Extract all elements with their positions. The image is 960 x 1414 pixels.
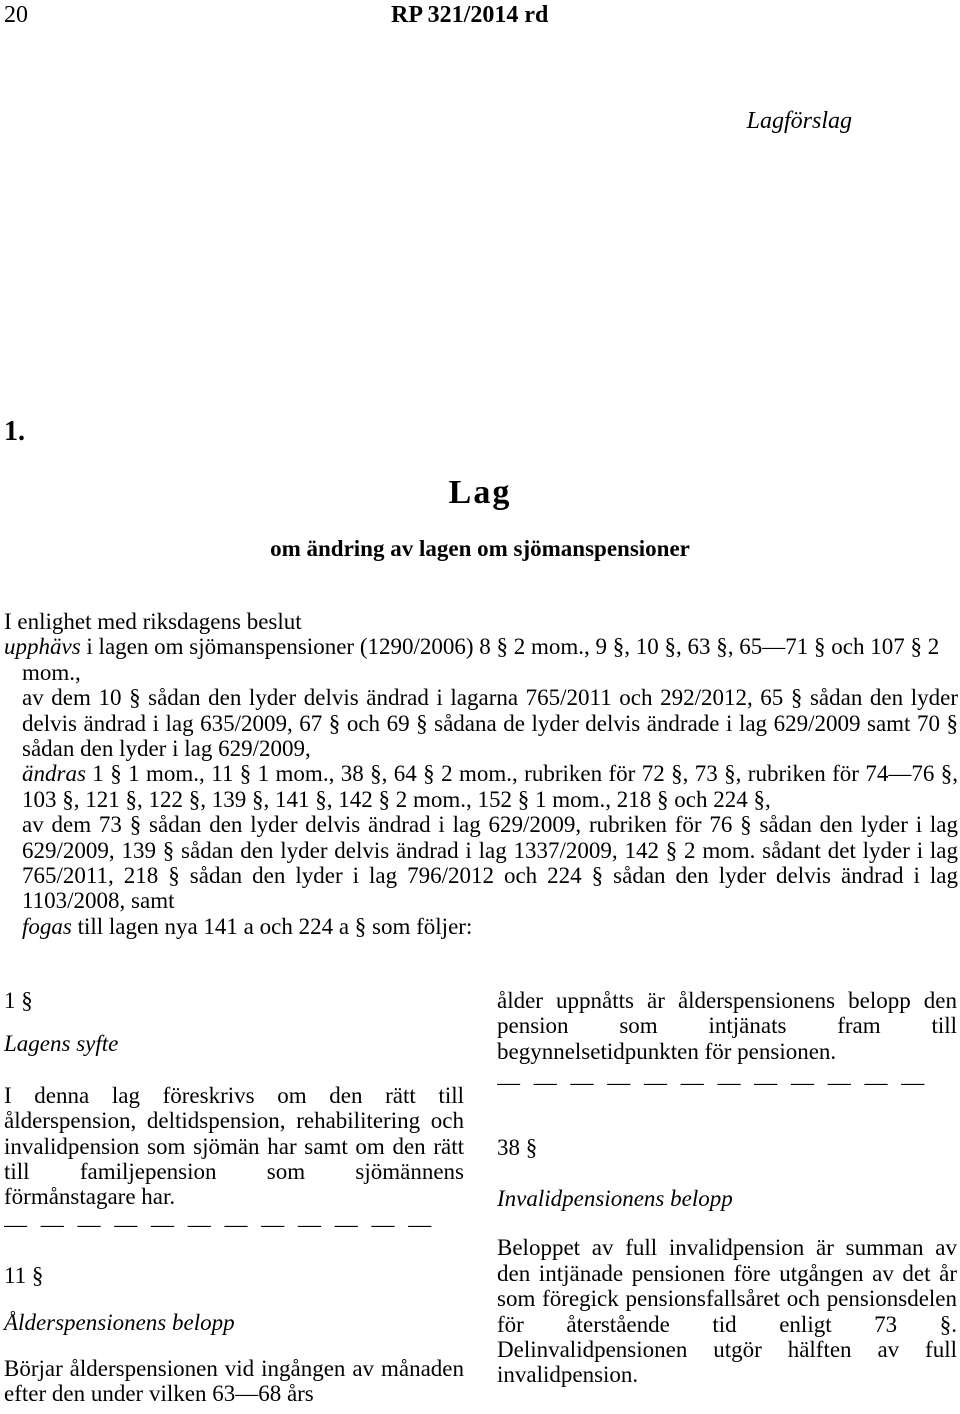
- section-38-text: Beloppet av full invalidpension är summan av den intjänade pensionen före utgången av det år som föregick pensionsfallsåret och pensionsdelen för återstående tid enligt 73 §. Delinvalidpensionen utgör hälften av full invalidpension.: [497, 1235, 957, 1388]
- law-title: Lag: [448, 474, 512, 511]
- section-1-title: Lagens syfte: [4, 1031, 119, 1057]
- add-word: fogas: [22, 913, 72, 939]
- right-column: [497, 988, 957, 1388]
- omission-dashes: — — — — — — — — — — — —: [4, 1211, 436, 1237]
- intro-line: I enlighet med riksdagens beslut: [4, 609, 302, 634]
- amend-text: 1 § 1 mom., 11 § 1 mom., 38 §, 64 § 2 mom., rubriken för 72 §, 73 §, rubriken för 74—76 §, 103 §, 121 §, 122 §, 139 §, 141 §, 142 § 2 mom., 152 § 1 mom., 218 § och 224 §,: [22, 761, 958, 812]
- left-column: [4, 988, 464, 1407]
- section-11-number: 11 §: [4, 1263, 44, 1289]
- section-38-number: 38 §: [497, 1134, 538, 1160]
- repeal-detail: av dem 10 § sådan den lyder delvis ändrad i lagarna 765/2011 och 292/2012, 65 § sådan den lyder delvis ändrad i lag 635/2009, 67 § och 69 § sådana de lyder delvis ändrade i lag 629/2009 samt 70 § sådan den lyder i lag 629/2009,: [22, 685, 958, 762]
- section-38-title: Invalidpensionens belopp: [497, 1186, 733, 1212]
- amend-detail: av dem 73 § sådan den lyder delvis ändrad i lag 629/2009, rubriken för 76 § sådan den lyder i lag 629/2009, 139 § sådan den lyder delvis ändrad i lag 1337/2009, 142 § 2 mom. sådant det lyder i lag 765/2011, 218 § sådan den lyder i lag 796/2012 och 224 § sådan den lyder delvis ändrad i lag 1103/2008, samt: [22, 812, 958, 914]
- amend-word: ändras: [22, 761, 86, 787]
- section-11-text: Börjar ålderspensionen vid ingången av månaden efter den under vilken 63—68 års: [4, 1356, 464, 1407]
- section-label: Lagförslag: [746, 108, 852, 134]
- section-11-title: Ålderspensionens belopp: [4, 1309, 235, 1335]
- section-1-text: I denna lag föreskrivs om den rätt till ålderspension, deltidspension, rehabilitering och invalidpension som sjömän har samt om den rätt till familjepension som sjömännens förmånstagare har.: [4, 1082, 464, 1210]
- repeal-text: i lagen om sjömanspensioner (1290/2006) 8 § 2 mom., 9 §, 10 §, 63 §, 65—71 § och 107 § 2 mom.,: [22, 634, 940, 685]
- section-1-number: 1 §: [4, 988, 33, 1013]
- section-11-continued: ålder uppnåtts är ålderspensionens belopp den pension som intjänats fram till begynnelsetidpunkten för pensionen.: [497, 988, 957, 1064]
- add-text: till lagen nya 141 a och 224 a § som följer:: [71, 913, 473, 939]
- repeal-word: upphävs: [4, 634, 81, 660]
- document-id: RP 321/2014 rd: [391, 2, 549, 28]
- page-number: 20: [4, 2, 28, 28]
- law-subtitle: om ändring av lagen om sjömanspensioner: [270, 536, 690, 561]
- enactment-clause: [4, 609, 958, 939]
- repeal-paragraph: [4, 634, 958, 685]
- omission-dashes: — — — — — — — — — — — —: [497, 1070, 929, 1096]
- amend-paragraph: [4, 761, 958, 812]
- add-paragraph: [4, 914, 958, 939]
- law-number: 1.: [4, 416, 25, 447]
